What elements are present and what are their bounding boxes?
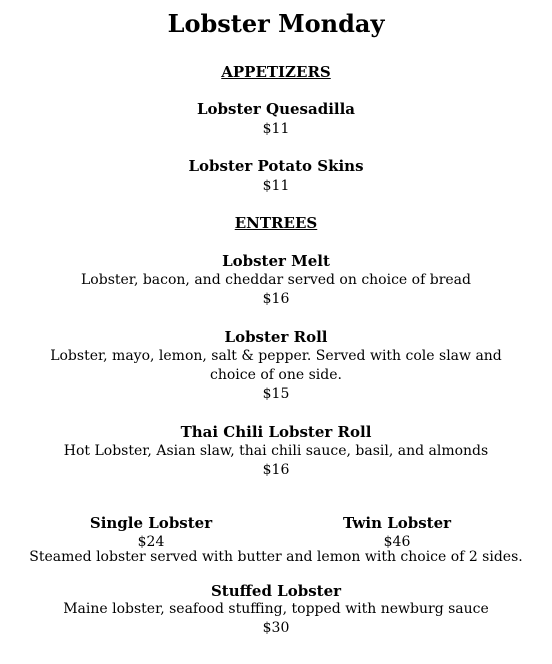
thai-chili-lobster-roll-price: $16	[262, 462, 290, 478]
single-lobster-price: $24	[137, 534, 165, 550]
stuffed-lobster-price: $30	[262, 620, 290, 636]
thai-chili-lobster-roll-description: Hot Lobster, Asian slaw, thai chili sauce, basil, and almonds	[63, 443, 489, 459]
lobster-potato-skins-name: Lobster Potato Skins	[188, 157, 364, 175]
twin-lobster-price: $46	[383, 534, 411, 550]
stuffed-lobster-name: Stuffed Lobster	[210, 582, 342, 600]
single-lobster-name: Single Lobster	[89, 514, 213, 532]
lobster-melt-price: $16	[262, 291, 290, 307]
lobster-roll-name: Lobster Roll	[224, 328, 328, 346]
steamed-lobster-description: Steamed lobster served with butter and lemon with choice of 2 sides.	[29, 549, 523, 565]
lobster-potato-skins-price: $11	[262, 178, 290, 194]
appetizers-heading: APPETIZERS	[221, 63, 331, 81]
twin-lobster-name: Twin Lobster	[342, 514, 452, 532]
lobster-melt-description: Lobster, bacon, and cheddar served on choice of bread	[81, 272, 471, 288]
lobster-roll-price: $15	[262, 386, 290, 402]
lobster-roll-description-line2: choice of one side.	[210, 367, 342, 383]
lobster-quesadilla-name: Lobster Quesadilla	[196, 100, 356, 118]
lobster-roll-description-line1: Lobster, mayo, lemon, salt & pepper. Served with cole slaw and	[50, 348, 502, 364]
stuffed-lobster-description: Maine lobster, seafood stuffing, topped with newburg sauce	[63, 601, 489, 617]
lobster-melt-name: Lobster Melt	[222, 252, 330, 270]
thai-chili-lobster-roll-name: Thai Chili Lobster Roll	[180, 423, 372, 441]
menu-title: Lobster Monday	[167, 9, 385, 38]
lobster-quesadilla-price: $11	[262, 121, 290, 137]
entrees-heading: ENTREES	[234, 214, 318, 232]
